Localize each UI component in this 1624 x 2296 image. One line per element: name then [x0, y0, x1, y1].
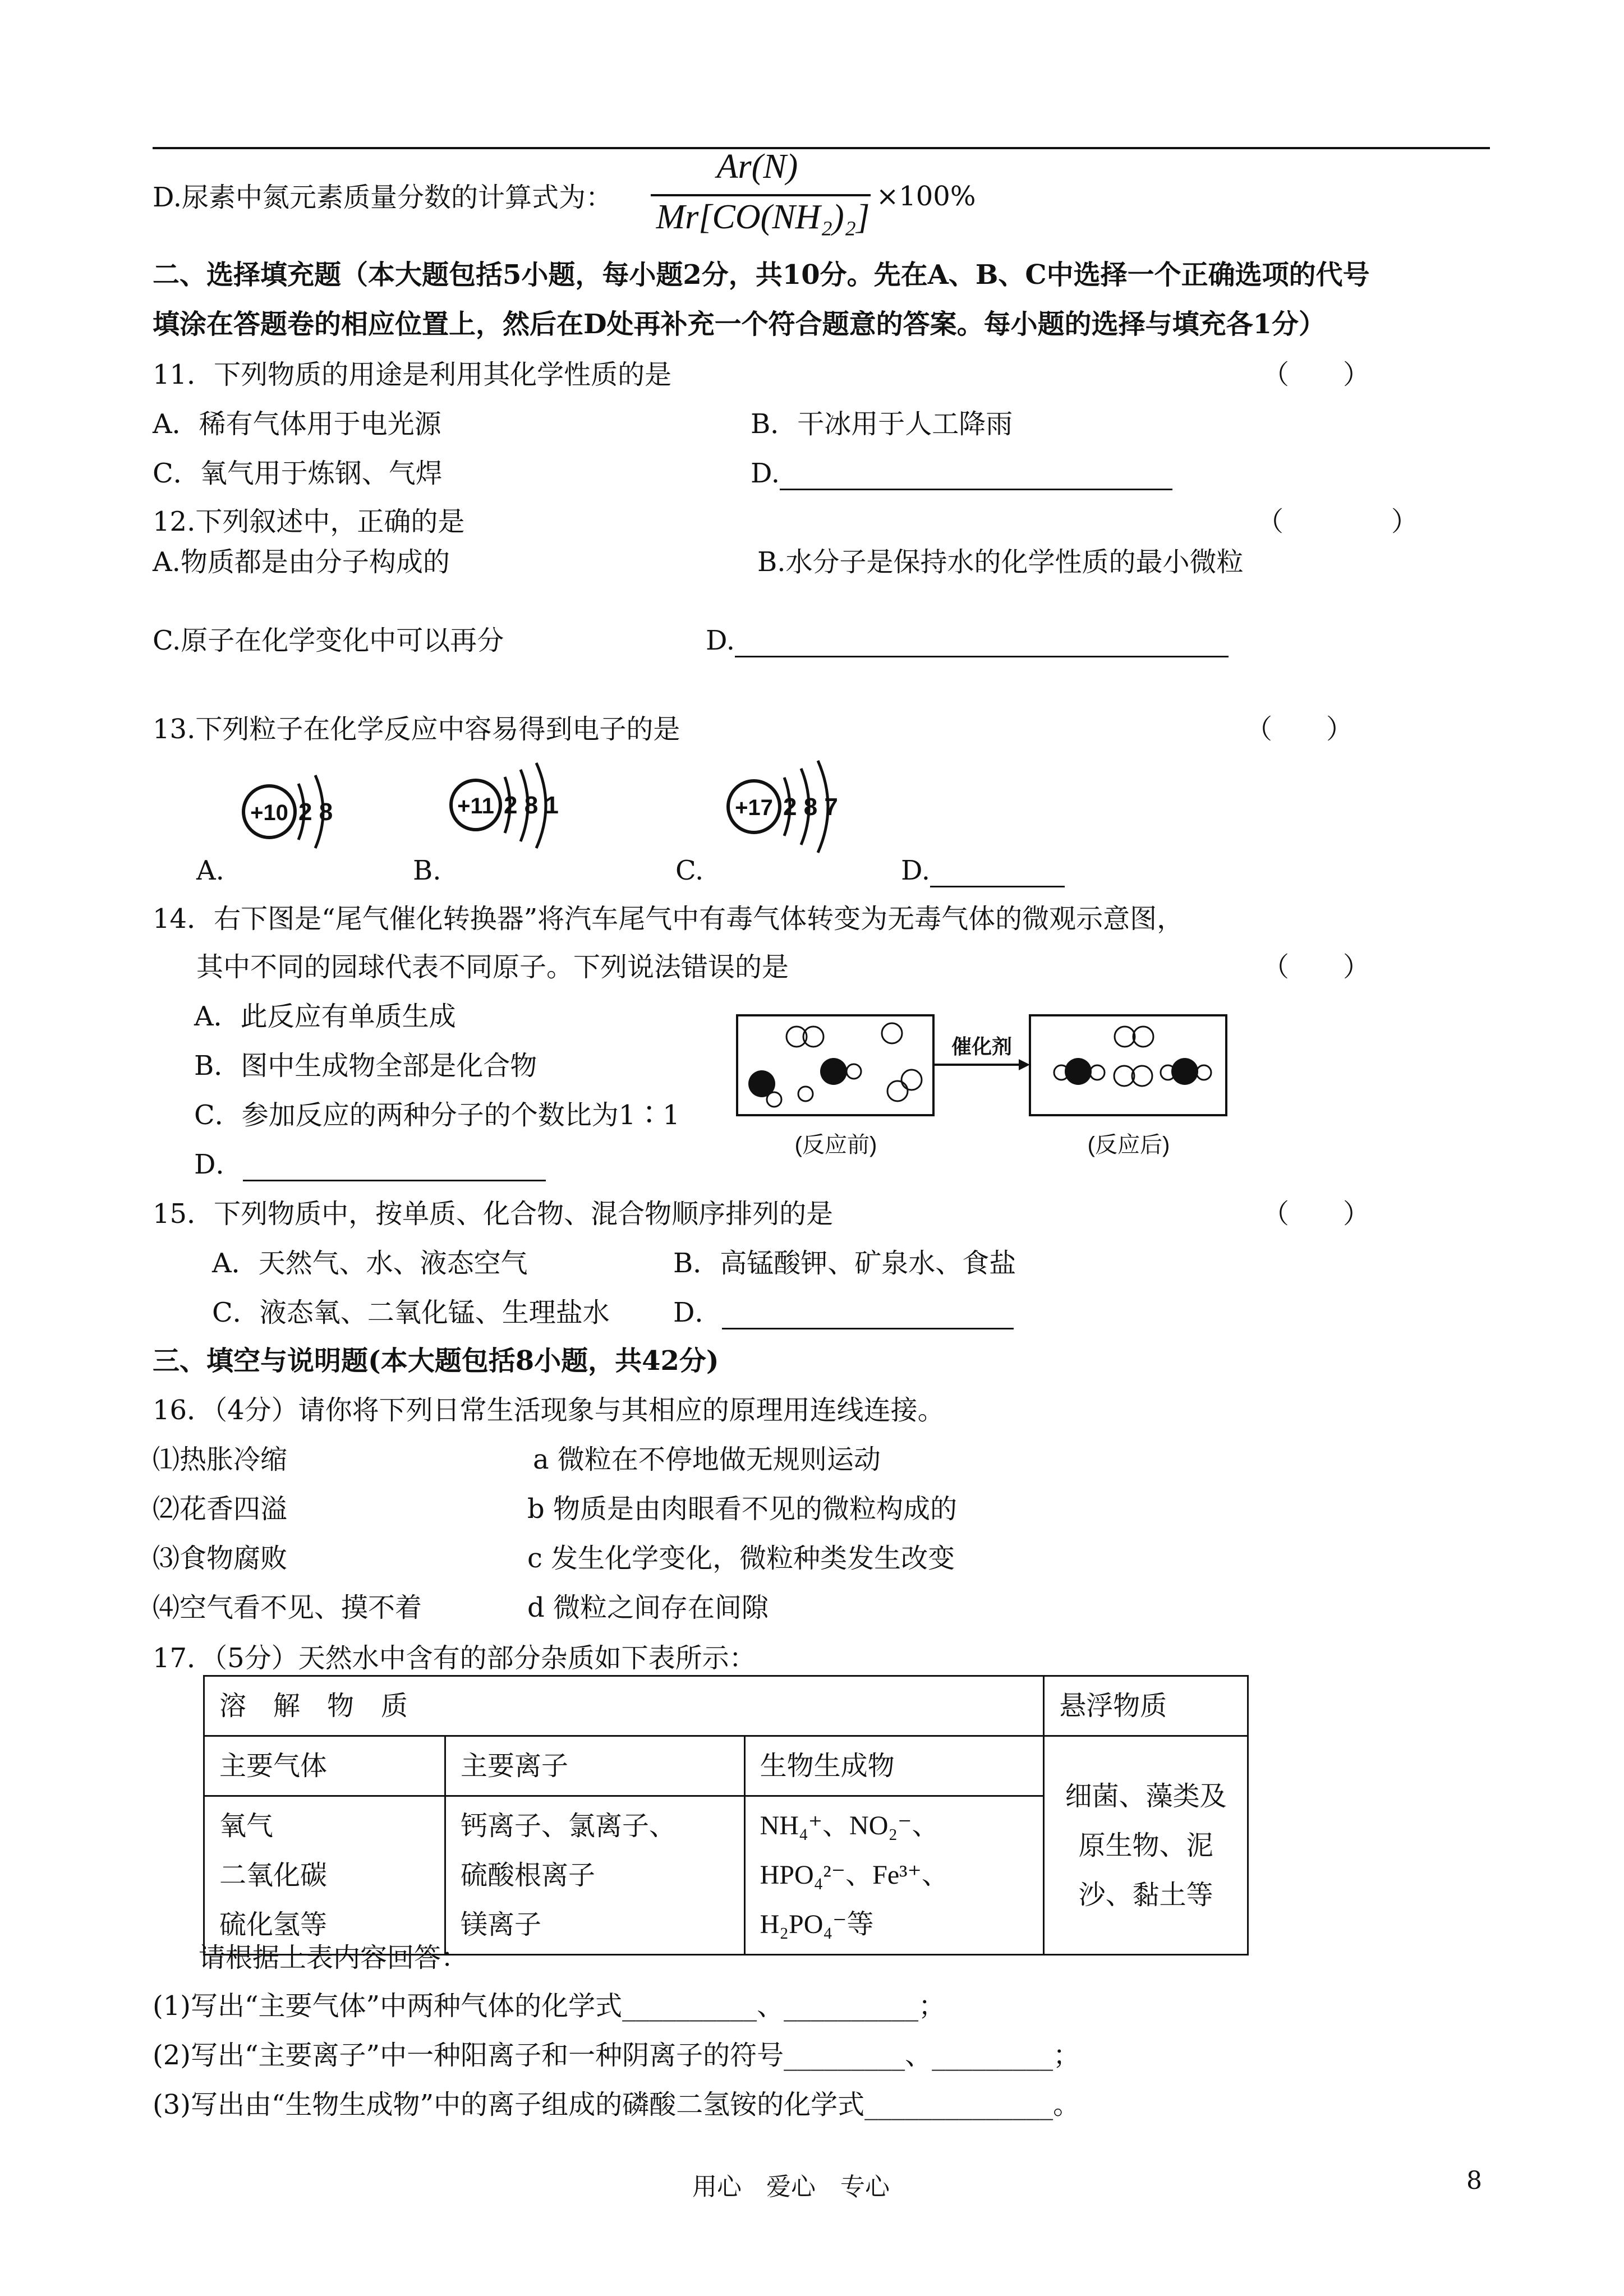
- q13-answer-paren: （ ）: [1245, 714, 1354, 745]
- q17-stem: 17．（5分）天然水中含有的部分杂质如下表所示：: [153, 1642, 756, 1674]
- impurities-table: [203, 1675, 1249, 1955]
- q15-option-a: A．天然气、水、液态空气: [212, 1248, 528, 1279]
- table-header-bio: 生物生成物: [744, 1736, 1044, 1796]
- bio-line: H₂PO₄⁻等: [760, 1910, 874, 1939]
- q11-option-d-label: D.: [751, 458, 780, 489]
- q14-option-d-label: D．: [194, 1149, 243, 1180]
- section3-title: 三、填空与说明题(本大题包括8小题，共42分): [153, 1345, 719, 1377]
- atom-c-nucleus: +17: [735, 795, 773, 820]
- q12-option-d-label: D.: [706, 625, 735, 656]
- table-header-suspended: 悬浮物质: [1044, 1676, 1248, 1736]
- q13-stem: 13.下列粒子在化学反应中容易得到电子的是: [153, 714, 680, 745]
- q12-option-a: A.物质都是由分子构成的: [153, 546, 450, 578]
- ion-line: 硫酸根离子: [461, 1860, 596, 1891]
- q16-left-2[interactable]: ⑵花香四溢: [153, 1493, 288, 1525]
- atom-b-shells: 2 8 1: [504, 792, 559, 819]
- section2-line1: 二、选择填充题（本大题包括5小题，每小题2分，共10分。先在A、B、C中选择一个正确选项的代号: [153, 259, 1370, 291]
- q16-left-1[interactable]: ⑴热胀冷缩: [153, 1444, 288, 1475]
- atom-diagram-b: [442, 757, 571, 858]
- q12-option-b: B.水分子是保持水的化学性质的最小微粒: [757, 546, 1244, 578]
- q14-answer-blank[interactable]: [243, 1153, 546, 1181]
- q14-stem-line2: 其中不同的园球代表不同原子。下列说法错误的是: [196, 951, 789, 983]
- q12-answer-blank[interactable]: [735, 629, 1229, 657]
- section2-line2: 填涂在答题卷的相应位置上，然后在D处再补充一个符合题意的答案。每小题的选择与填充各1分）: [153, 309, 1326, 340]
- before-caption: (反应前): [794, 1133, 877, 1157]
- q17-part-3[interactable]: (3)写出由“生物生成物”中的离子组成的磷酸二氢铵的化学式______________。: [153, 2089, 1080, 2120]
- q10d-text: D.尿素中氮元素质量分数的计算式为：: [153, 182, 613, 213]
- q15-stem: 15．下列物质中，按单质、化合物、混合物顺序排列的是: [153, 1198, 834, 1230]
- q17-part-2[interactable]: (2)写出“主要离子”中一种阳离子和一种阴离子的符号_________、_________；: [153, 2040, 1080, 2071]
- q10d-numerator: Ar(N): [716, 148, 798, 186]
- table-cell-gas: [204, 1796, 445, 1955]
- q16-stem: 16．（4分）请你将下列日常生活现象与其相应的原理用连线连接。: [153, 1395, 945, 1426]
- q13-option-d: [901, 854, 1065, 887]
- q11-option-c: C．氧气用于炼钢、气焊: [153, 458, 443, 489]
- q13-answer-blank[interactable]: [930, 859, 1065, 887]
- q14-option-c: C．参加反应的两种分子的个数比为1∶1: [194, 1099, 680, 1131]
- q14-answer-paren: （ ）: [1262, 951, 1370, 983]
- gas-line: 氧气: [219, 1810, 274, 1842]
- fraction-bar: [651, 194, 871, 196]
- q11-answer-paren: （ ）: [1262, 359, 1370, 390]
- atom-b-nucleus: +11: [457, 794, 494, 818]
- q17-part-1[interactable]: (1)写出“主要气体”中两种气体的化学式__________、__________；: [153, 1990, 946, 2022]
- atom-diagram-c: [719, 755, 859, 862]
- page-number: 8: [1466, 2166, 1482, 2195]
- q15-answer-paren: （ ）: [1262, 1198, 1370, 1230]
- bio-line: HPO₄²⁻、Fe³⁺、: [760, 1860, 949, 1890]
- q13-option-c: C.: [675, 855, 704, 886]
- q16-right-c[interactable]: c 发生化学变化，微粒种类发生改变: [527, 1543, 955, 1574]
- gas-line: 二氧化碳: [219, 1860, 328, 1891]
- ion-line: 钙离子、氯离子、: [461, 1810, 677, 1842]
- gas-line: 硫化氢等: [219, 1909, 328, 1940]
- q15-answer-blank[interactable]: [722, 1301, 1014, 1329]
- table-header-dissolved: 溶 解 物 质: [204, 1676, 1044, 1736]
- q10d-denominator: Mr[CO(NH₂)₂]: [656, 198, 870, 236]
- table-cell-suspended: [1044, 1736, 1248, 1955]
- q12-answer-paren: （ ）: [1257, 506, 1419, 537]
- q15-option-c: C．液态氧、二氧化锰、生理盐水: [212, 1297, 610, 1328]
- suspended-line: 沙、黏土等: [1078, 1879, 1213, 1911]
- q16-left-4[interactable]: ⑷空气看不见、摸不着: [153, 1592, 422, 1623]
- q14-stem-line1: 14．右下图是“尾气催化转换器”将汽车尾气中有毒气体转变为无毒气体的微观示意图，: [153, 903, 1184, 935]
- q14-option-a: A．此反应有单质生成: [194, 1001, 456, 1032]
- q15-option-d: [673, 1296, 1014, 1329]
- q11-option-a: A．稀有气体用于电光源: [153, 408, 441, 440]
- atom-a-shells: 2 8: [298, 798, 333, 826]
- q11-option-d: [751, 457, 1172, 490]
- footer-motto: 用心 爱心 专心: [692, 2173, 890, 2201]
- q15-option-d-label: D．: [673, 1297, 722, 1328]
- catalyst-label: 催化剂: [951, 1035, 1013, 1058]
- bio-line: NH₄⁺、NO₂⁻、: [760, 1811, 939, 1841]
- q17-intro: 请根据上表内容回答：: [199, 1942, 468, 1973]
- q14-option-b: B．图中生成物全部是化合物: [194, 1050, 537, 1082]
- q13-option-d-label: D.: [901, 855, 931, 886]
- q16-right-d[interactable]: d 微粒之间存在间隙: [527, 1592, 769, 1623]
- q10d-multiplier: ×100%: [876, 181, 976, 212]
- q12-option-c: C.原子在化学变化中可以再分: [153, 625, 504, 656]
- after-caption: (反应后): [1087, 1133, 1170, 1157]
- table-header-ion: 主要离子: [445, 1736, 745, 1796]
- q12-option-d: [706, 624, 1229, 657]
- q15-option-b: B．高锰酸钾、矿泉水、食盐: [673, 1248, 1016, 1279]
- q16-right-a[interactable]: a 微粒在不停地做无规则运动: [533, 1444, 881, 1475]
- atom-c-shells: 2 8 7: [783, 793, 838, 821]
- atom-diagram-a: [236, 764, 348, 859]
- catalytic-converter-diagram: [729, 1010, 1234, 1167]
- q11-answer-blank[interactable]: [780, 462, 1172, 490]
- table-header-gas: 主要气体: [204, 1736, 445, 1796]
- q16-right-b[interactable]: b 物质是由肉眼看不见的微粒构成的: [527, 1493, 957, 1525]
- ion-line: 镁离子: [461, 1909, 542, 1940]
- atom-a-nucleus: +10: [250, 800, 288, 825]
- q11-stem: 11．下列物质的用途是利用其化学性质的是: [153, 359, 672, 390]
- q16-left-3[interactable]: ⑶食物腐败: [153, 1543, 288, 1574]
- table-cell-ion: [445, 1796, 745, 1955]
- suspended-line: 原生物、泥: [1078, 1829, 1213, 1861]
- q13-option-b: B.: [413, 855, 441, 886]
- q11-option-b: B．干冰用于人工降雨: [751, 408, 1013, 440]
- table-cell-bio: [744, 1796, 1044, 1955]
- suspended-line: 细菌、藻类及: [1065, 1780, 1227, 1812]
- q12-stem: 12.下列叙述中，正确的是: [153, 506, 465, 537]
- q13-option-a: A.: [196, 855, 224, 886]
- q14-option-d: [194, 1148, 546, 1181]
